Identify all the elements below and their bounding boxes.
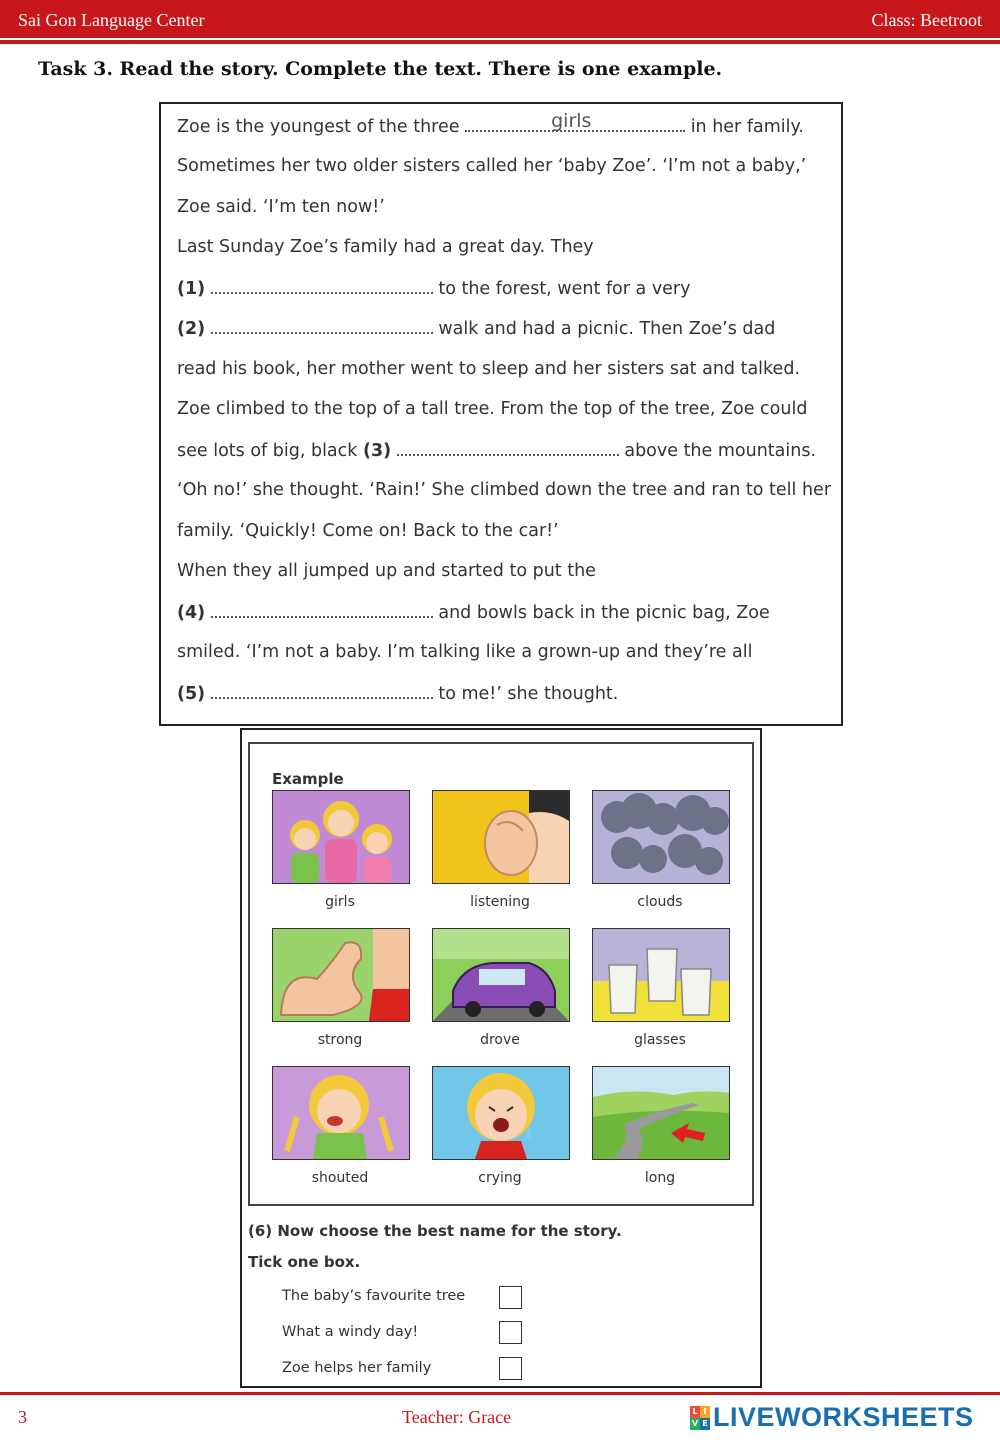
teacher-name: Teacher: Grace bbox=[402, 1407, 512, 1427]
story-text: in her family. bbox=[690, 117, 804, 137]
header-divider bbox=[0, 40, 1000, 44]
story-line-5 bbox=[177, 278, 691, 299]
answer-blank-4[interactable] bbox=[211, 602, 433, 618]
caption-2: listening bbox=[470, 894, 530, 910]
listening-illustration bbox=[433, 791, 569, 883]
caption-5: drove bbox=[480, 1032, 520, 1048]
story-line-11: family. ‘Quickly! Come on! Back to the car!’ bbox=[177, 521, 559, 541]
option-3-checkbox[interactable] bbox=[499, 1357, 522, 1380]
story-line-7: read his book, her mother went to sleep and her sisters sat and talked. bbox=[177, 359, 800, 379]
story-text: see lots of big, black bbox=[177, 441, 358, 461]
blank-number-4: (4) bbox=[177, 603, 206, 623]
shouted-illustration bbox=[273, 1067, 409, 1159]
story-text: to the forest, went for a very bbox=[438, 279, 691, 299]
caption-7: shouted bbox=[311, 1170, 369, 1186]
long-illustration bbox=[593, 1067, 729, 1159]
story-line-14: smiled. ‘I’m not a baby. I’m talking like a grown-up and they’re all bbox=[177, 642, 753, 662]
listening-picture bbox=[432, 790, 570, 884]
answer-blank-5[interactable] bbox=[211, 683, 433, 699]
story-line-15 bbox=[177, 683, 618, 704]
option-1-checkbox[interactable] bbox=[499, 1286, 522, 1309]
shouted-picture bbox=[272, 1066, 410, 1160]
story-line-9 bbox=[177, 440, 816, 461]
story-text: to me!’ she thought. bbox=[438, 684, 619, 704]
tick-instruction: Tick one box. bbox=[248, 1253, 361, 1271]
clouds-illustration bbox=[593, 791, 729, 883]
glasses-picture bbox=[592, 928, 730, 1022]
class-label: Class: Beetroot bbox=[871, 10, 982, 30]
story-line-2: Sometimes her two older sisters called her ‘baby Zoe’. ‘I’m not a baby,’ bbox=[177, 156, 807, 176]
liveworksheets-logo[interactable] bbox=[690, 1402, 974, 1433]
example-blank bbox=[465, 110, 685, 132]
story-line-12: When they all jumped up and started to put the bbox=[177, 561, 596, 581]
caption-8: crying bbox=[478, 1170, 522, 1186]
page-number: 3 bbox=[18, 1407, 27, 1427]
strong-illustration bbox=[273, 929, 409, 1021]
blank-number-3: (3) bbox=[363, 441, 392, 461]
crying-illustration bbox=[433, 1067, 569, 1159]
caption-1: girls bbox=[325, 894, 355, 910]
glasses-illustration bbox=[593, 929, 729, 1021]
answer-blank-3[interactable] bbox=[397, 440, 619, 456]
liveworksheets-icon: L I V E bbox=[690, 1406, 710, 1430]
question-6-title: (6) Now choose the best name for the story. bbox=[248, 1222, 622, 1240]
story-text: above the mountains. bbox=[624, 441, 817, 461]
blank-number-1: (1) bbox=[177, 279, 206, 299]
crying-picture bbox=[432, 1066, 570, 1160]
footer-divider bbox=[0, 1392, 1000, 1395]
story-box bbox=[159, 102, 843, 726]
story-text: and bowls back in the picnic bag, Zoe bbox=[438, 603, 770, 623]
story-line-1 bbox=[177, 110, 804, 137]
task-title: Task 3. Read the story. Complete the text. There is one example. bbox=[38, 58, 723, 80]
strong-picture bbox=[272, 928, 410, 1022]
center-name: Sai Gon Language Center bbox=[18, 10, 205, 30]
word-bank-panel bbox=[248, 742, 754, 1206]
example-label: Example bbox=[272, 770, 344, 788]
option-2-checkbox[interactable] bbox=[499, 1321, 522, 1344]
caption-6: glasses bbox=[634, 1032, 686, 1048]
drove-picture bbox=[432, 928, 570, 1022]
liveworksheets-wordmark: LIVEWORKSHEETS bbox=[713, 1402, 974, 1432]
caption-9: long bbox=[644, 1170, 676, 1186]
story-line-6 bbox=[177, 318, 775, 339]
answer-blank-1[interactable] bbox=[211, 278, 433, 294]
long-picture bbox=[592, 1066, 730, 1160]
caption-4: strong bbox=[317, 1032, 363, 1048]
picture-box bbox=[240, 728, 762, 1388]
drove-illustration bbox=[433, 929, 569, 1021]
story-line-13 bbox=[177, 602, 770, 623]
story-line-8: Zoe climbed to the top of a tall tree. From the top of the tree, Zoe could bbox=[177, 399, 808, 419]
blank-number-2: (2) bbox=[177, 319, 206, 339]
caption-3: clouds bbox=[637, 894, 683, 910]
option-3-label: Zoe helps her family bbox=[282, 1360, 432, 1376]
story-text: walk and had a picnic. Then Zoe’s dad bbox=[438, 319, 776, 339]
clouds-picture bbox=[592, 790, 730, 884]
option-1-label: The baby’s favourite tree bbox=[282, 1288, 466, 1304]
story-text: Zoe is the youngest of the three bbox=[177, 117, 460, 137]
blank-number-5: (5) bbox=[177, 684, 206, 704]
story-line-10: ‘Oh no!’ she thought. ‘Rain!’ She climbed down the tree and ran to tell her bbox=[177, 480, 832, 500]
answer-blank-2[interactable] bbox=[211, 318, 433, 334]
option-2-label: What a windy day! bbox=[282, 1324, 419, 1340]
girls-illustration bbox=[273, 791, 409, 883]
girls-picture bbox=[272, 790, 410, 884]
story-line-3: Zoe said. ‘I’m ten now!’ bbox=[177, 197, 385, 217]
story-line-4: Last Sunday Zoe’s family had a great day. They bbox=[177, 237, 594, 257]
example-answer: girls bbox=[551, 110, 592, 132]
header-bar bbox=[0, 0, 1000, 38]
